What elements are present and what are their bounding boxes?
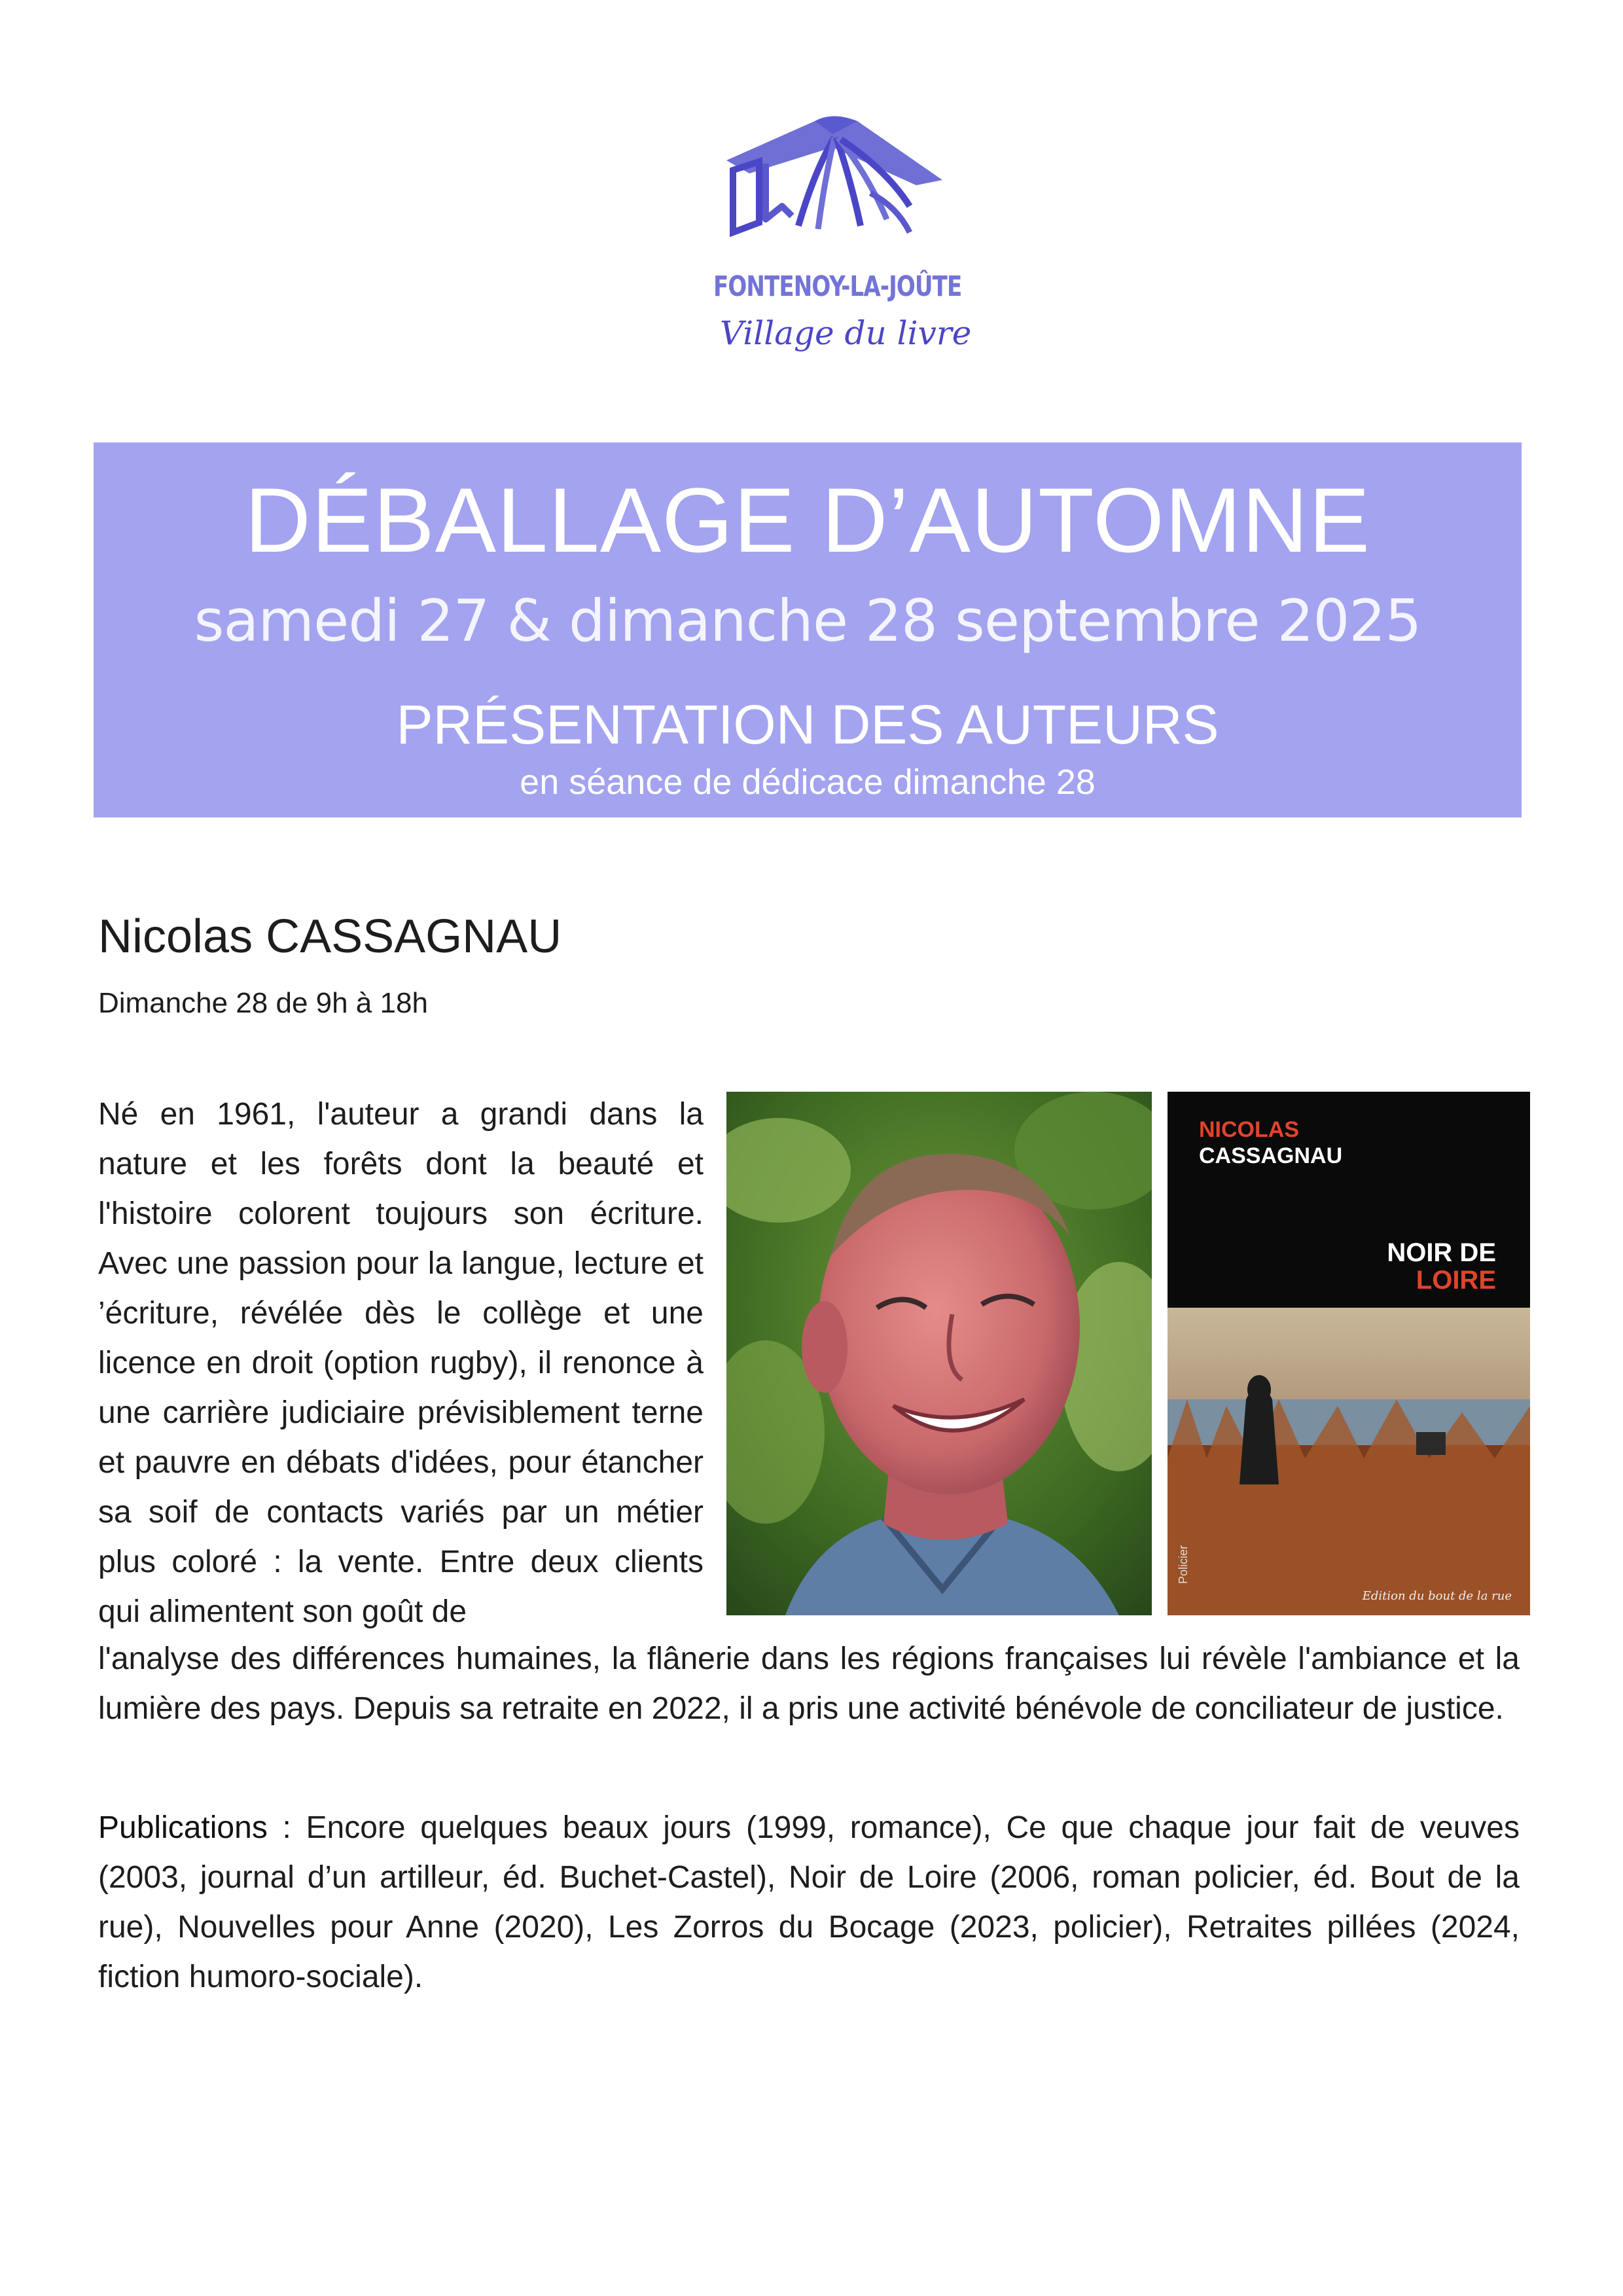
cover-publisher: Edition du bout de la rue <box>1362 1589 1512 1603</box>
village-logo <box>713 108 972 370</box>
cover-author <box>1199 1117 1342 1169</box>
publications <box>98 1803 1520 2002</box>
section-heading: PRÉSENTATION DES AUTEURS <box>396 694 1219 755</box>
publications-label: Publications : <box>98 1810 291 1845</box>
cover-title <box>1387 1239 1496 1294</box>
cover-title-line1: NOIR DE <box>1387 1238 1496 1267</box>
cover-author-first: NICOLAS <box>1199 1117 1299 1142</box>
logo-town-name: FONTENOY-LA-JOÛTE <box>713 270 962 303</box>
author-schedule: Dimanche 28 de 9h à 18h <box>98 987 428 1019</box>
logo-tagline: Village du livre <box>720 314 972 352</box>
book-cover <box>1168 1092 1530 1615</box>
event-title: DÉBALLAGE D’AUTOMNE <box>244 469 1371 571</box>
event-dates: samedi 27 & dimanche 28 septembre 2025 <box>194 587 1421 655</box>
author-bio-bottom: l'analyse des différences humaines, la flânerie dans les régions françaises lui révèle l'ambiance et la lumière des pays. Depuis sa retraite en 2022, il a pris une activité bénévole de conciliateur de justice. <box>98 1641 1520 1726</box>
publications-list: Encore quelques beaux jours (1999, romance), Ce que chaque jour fait de veuves (2003, journal d’un artilleur, éd. Buchet-Castel), Noir de Loire (2006, roman policier, éd. Bout de la rue), Nouvelles pour Anne (2020), Les Zorros du Bocage (2023, policier), Retraites pillées (2024, fiction humoro-sociale). <box>98 1810 1520 1994</box>
book-house-logo-icon <box>720 108 942 265</box>
author-photo <box>726 1092 1152 1615</box>
cover-title-line2: LOIRE <box>1416 1266 1496 1295</box>
author-name: Nicolas CASSAGNAU <box>98 910 562 963</box>
section-subtitle: en séance de dédicace dimanche 28 <box>520 762 1096 802</box>
event-banner <box>94 442 1522 817</box>
cover-genre: Policier <box>1177 1545 1190 1584</box>
cover-author-last: CASSAGNAU <box>1199 1143 1343 1168</box>
author-bio-top: Né en 1961, l'auteur a grandi dans la nature et les forêts dont la beauté et l'histoire colorent toujours son écriture. Avec une passion pour la langue, lecture et ’écriture, révélée dès le collège et une licence en droit (option rugby), il renonce à une carrière judiciaire prévisiblement terne et pauvre en débats d'idées, pour étancher sa soif de contacts variés par un métier plus coloré : la vente. Entre deux clients qui alimentent son goût de <box>98 1097 704 1629</box>
